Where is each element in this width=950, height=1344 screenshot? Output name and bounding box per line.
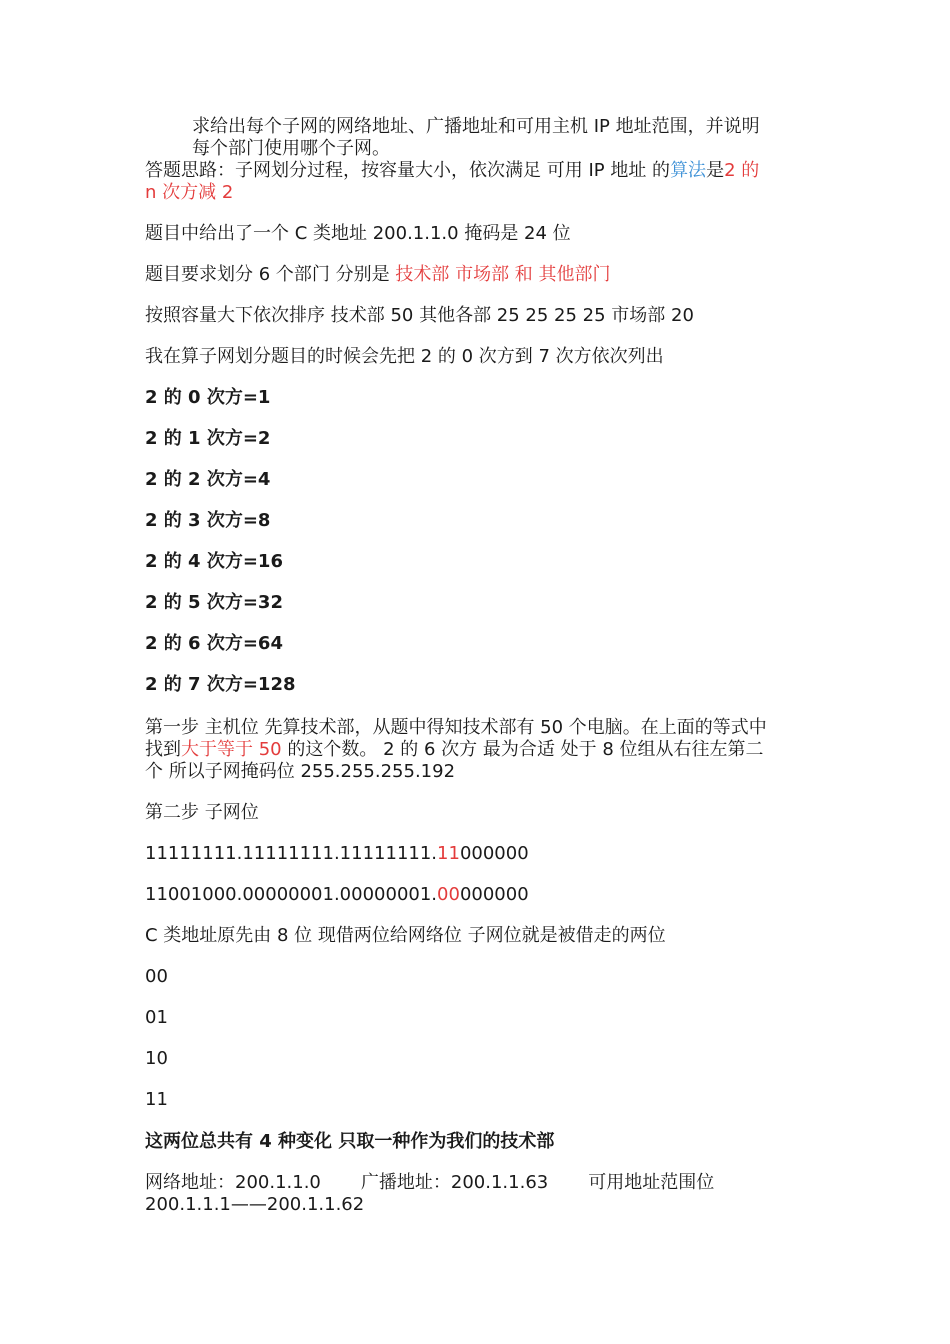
- summary-line: 这两位总共有 4 种变化 只取一种作为我们的技术部: [145, 1131, 555, 1152]
- mask-binary-host-bits: 000000: [459, 843, 529, 864]
- combo-10: 10: [145, 1048, 168, 1069]
- mask-binary-prefix: 11111111.11111111.11111111.: [145, 843, 438, 864]
- idea-is: 是: [706, 160, 725, 181]
- step1-line-3: 个 所以子网掩码位 255.255.255.192: [145, 761, 456, 782]
- borrow-line: C 类地址原先由 8 位 现借两位给网络位 子网位就是被借走的两位: [145, 925, 666, 946]
- step1-highlight: 大于等于 50: [181, 739, 282, 760]
- power-0: 2 的 0 次方=1: [145, 387, 271, 408]
- given-line: 题目中给出了一个 C 类地址 200.1.1.0 掩码是 24 位: [145, 223, 571, 244]
- power-4: 2 的 4 次方=16: [145, 551, 283, 572]
- power-3: 2 的 3 次方=8: [145, 510, 271, 531]
- idea-line-1: [145, 160, 805, 182]
- list-intro-line: 我在算子网划分题目的时候会先把 2 的 0 次方到 7 次方依次列出: [145, 346, 664, 367]
- address-binary-host-bits: 000000: [459, 884, 529, 905]
- formula-part-b: n 次方减 2: [145, 182, 234, 203]
- range-label: 可用地址范围位: [588, 1172, 715, 1193]
- mask-binary: [145, 843, 805, 865]
- power-1: 2 的 1 次方=2: [145, 428, 271, 449]
- depts-prefix: 题目要求划分 6 个部门 分别是: [145, 264, 396, 285]
- order-line: 按照容量大下依次排序 技术部 50 其他各部 25 25 25 25 市场部 20: [145, 305, 694, 326]
- address-binary-subnet-bits: 00: [437, 884, 460, 905]
- dept-names: 技术部 市场部 和 其他部门: [395, 264, 611, 285]
- combo-01: 01: [145, 1007, 168, 1028]
- power-6: 2 的 6 次方=64: [145, 633, 283, 654]
- formula-part-a: 2 的: [724, 160, 760, 181]
- algorithm-link[interactable]: 算法: [670, 160, 707, 181]
- idea-prefix: 答题思路：子网划分过程，按容量大小，依次满足 可用 IP 地址 的: [145, 160, 671, 181]
- mask-binary-subnet-bits: 11: [437, 843, 460, 864]
- depts-line: [145, 264, 805, 286]
- step1-line-1: 第一步 主机位 先算技术部，从题中得知技术部有 50 个电脑。在上面的等式中: [145, 717, 767, 738]
- step1-line-2: [145, 739, 805, 761]
- intro-line-2: 每个部门使用哪个子网。: [192, 138, 390, 159]
- address-binary-prefix: 11001000.00000001.00000001.: [145, 884, 438, 905]
- step2-line: 第二步 子网位: [145, 802, 259, 823]
- step1-find: 找到: [145, 739, 181, 760]
- power-2: 2 的 2 次方=4: [145, 469, 271, 490]
- combo-11: 11: [145, 1089, 168, 1110]
- intro-line-1: 求给出每个子网的网络地址、广播地址和可用主机 IP 地址范围，并说明: [192, 116, 760, 137]
- result-line-1: [145, 1172, 805, 1194]
- network-address: 网络地址：200.1.1.0: [145, 1172, 321, 1193]
- usable-range: 200.1.1.1——200.1.1.62: [145, 1194, 365, 1215]
- step1-rest: 的这个数。 2 的 6 次方 最为合适 处于 8 位组从右往左第二: [281, 739, 764, 760]
- combo-00: 00: [145, 966, 168, 987]
- power-7: 2 的 7 次方=128: [145, 674, 296, 695]
- broadcast-address: 广播地址：200.1.1.63: [360, 1172, 549, 1193]
- power-5: 2 的 5 次方=32: [145, 592, 283, 613]
- address-binary: [145, 884, 805, 906]
